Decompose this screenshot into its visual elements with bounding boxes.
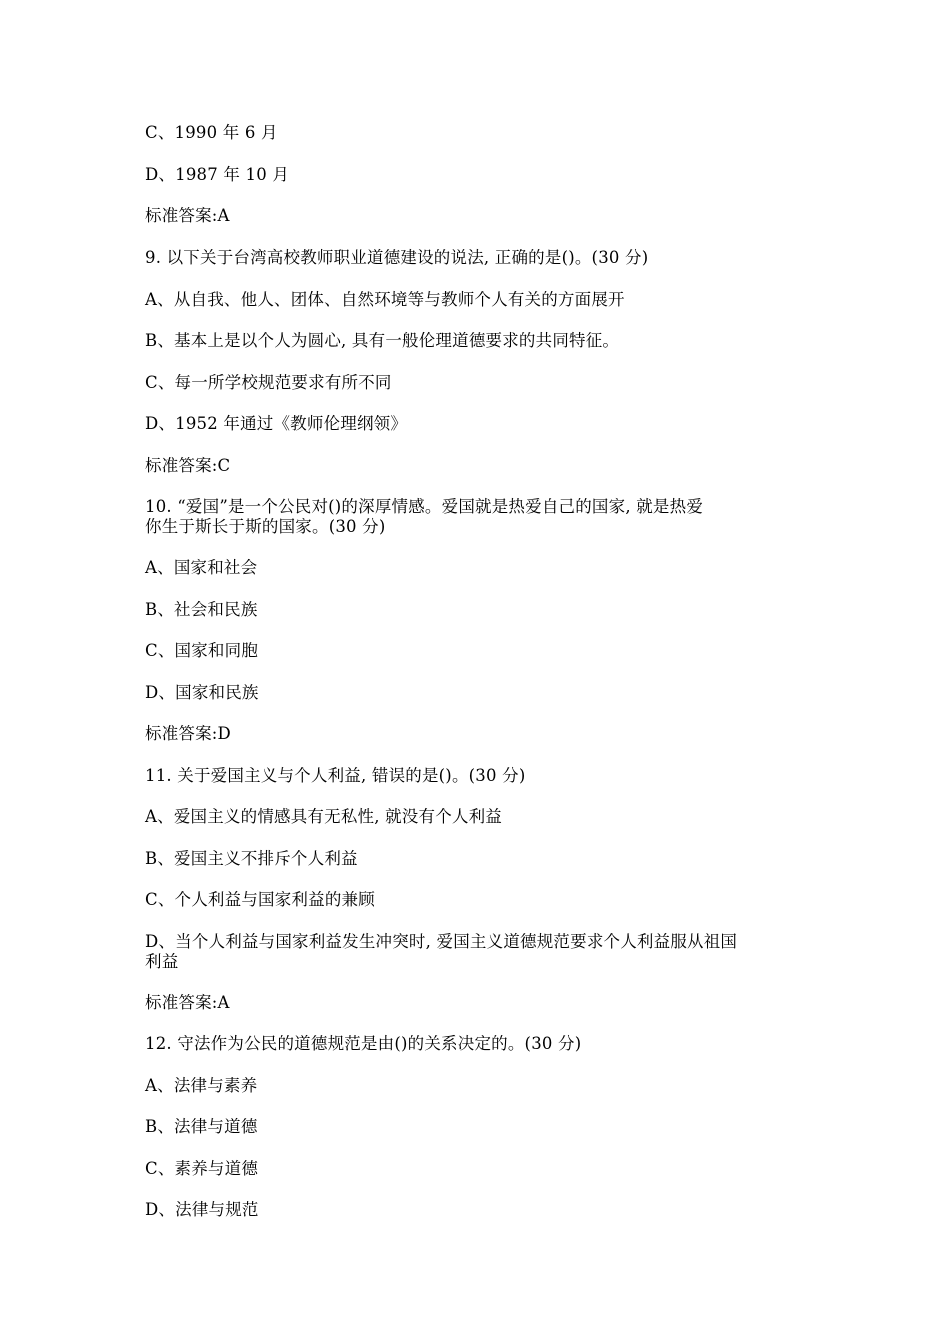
q10-option-b: B、社会和民族 <box>145 600 258 619</box>
q8-option-c: C、1990 年 6 月 <box>145 123 278 142</box>
q11-question: 11. 关于爱国主义与个人利益, 错误的是()。(30 分) <box>145 766 526 785</box>
q11-option-c: C、个人利益与国家利益的兼顾 <box>145 890 375 909</box>
q11-option-b: B、爱国主义不排斥个人利益 <box>145 849 358 868</box>
q9-option-a: A、从自我、他人、团体、自然环境等与教师个人有关的方面展开 <box>145 290 625 309</box>
q9-question: 9. 以下关于台湾高校教师职业道德建设的说法, 正确的是()。(30 分) <box>145 248 649 267</box>
q9-option-b: B、基本上是以个人为圆心, 具有一般伦理道德要求的共同特征。 <box>145 331 620 350</box>
q8-option-d: D、1987 年 10 月 <box>145 165 290 184</box>
q9-option-c: C、每一所学校规范要求有所不同 <box>145 373 392 392</box>
q12-option-a: A、法律与素养 <box>145 1076 258 1095</box>
q10-option-c: C、国家和同胞 <box>145 641 259 660</box>
q12-option-b: B、法律与道德 <box>145 1117 258 1136</box>
q10-option-a: A、国家和社会 <box>145 558 258 577</box>
q11-option-d-line2: 利益 <box>145 952 179 971</box>
q9-answer: 标准答案:C <box>145 456 231 475</box>
q11-answer: 标准答案:A <box>145 993 230 1012</box>
q12-question: 12. 守法作为公民的道德规范是由()的关系决定的。(30 分) <box>145 1034 582 1053</box>
q10-option-d: D、国家和民族 <box>145 683 259 702</box>
q11-option-a: A、爱国主义的情感具有无私性, 就没有个人利益 <box>145 807 503 826</box>
q10-question-line2: 你生于斯长于斯的国家。(30 分) <box>145 517 386 536</box>
q11-option-d-line1: D、当个人利益与国家利益发生冲突时, 爱国主义道德规范要求个人利益服从祖国 <box>145 932 738 951</box>
q12-option-d: D、法律与规范 <box>145 1200 259 1219</box>
q10-answer: 标准答案:D <box>145 724 231 743</box>
q8-answer: 标准答案:A <box>145 206 230 225</box>
q9-option-d: D、1952 年通过《教师伦理纲领》 <box>145 414 408 433</box>
q10-question-line1: 10. “爱国”是一个公民对()的深厚情感。爱国就是热爱自己的国家, 就是热爱 <box>145 497 704 516</box>
q12-option-c: C、素养与道德 <box>145 1159 259 1178</box>
